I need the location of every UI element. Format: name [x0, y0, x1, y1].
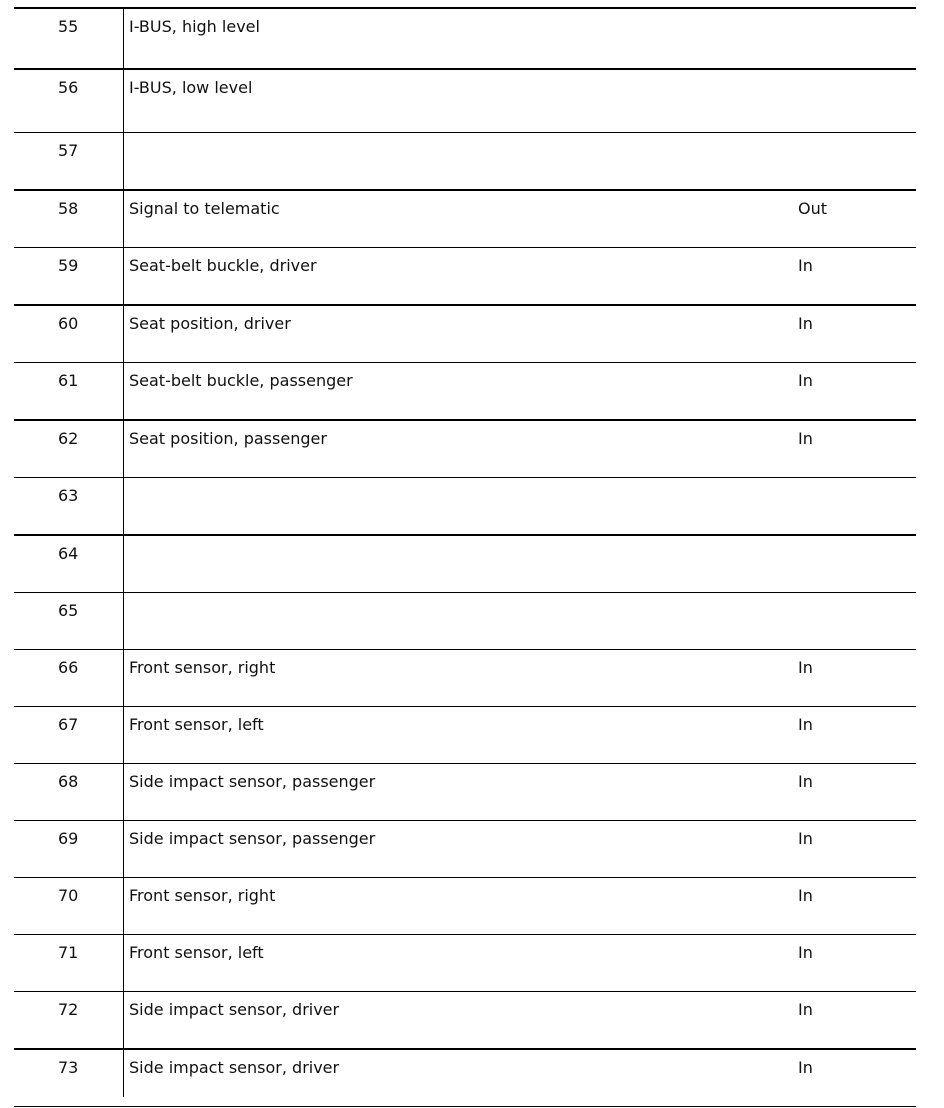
pin-direction: In	[798, 943, 813, 962]
pin-description: Seat position, passenger	[129, 429, 327, 448]
table-row	[14, 1048, 916, 1107]
pin-description: Side impact sensor, driver	[129, 1058, 340, 1077]
pin-number: 57	[58, 141, 79, 160]
pin-description: Signal to telematic	[129, 199, 280, 218]
pin-description: I-BUS, high level	[129, 17, 260, 36]
pin-number: 59	[58, 256, 79, 275]
pin-number: 71	[58, 943, 79, 962]
pin-direction: In	[798, 829, 813, 848]
table-row	[14, 68, 916, 132]
column-divider	[123, 7, 124, 1097]
table-row	[14, 304, 916, 362]
pin-number: 72	[58, 1000, 79, 1019]
pin-direction: In	[798, 715, 813, 734]
pin-direction: In	[798, 1000, 813, 1019]
pin-description: Front sensor, right	[129, 658, 276, 677]
pin-number: 73	[58, 1058, 79, 1077]
table-row	[14, 649, 916, 706]
pin-description: Side impact sensor, passenger	[129, 772, 376, 791]
pin-direction: In	[798, 256, 813, 275]
pin-number: 58	[58, 199, 79, 218]
pin-number: 66	[58, 658, 79, 677]
pin-number: 64	[58, 544, 79, 563]
pin-description: Seat position, driver	[129, 314, 291, 333]
pin-direction: In	[798, 886, 813, 905]
pin-number: 70	[58, 886, 79, 905]
pin-number: 55	[58, 17, 79, 36]
table-row	[14, 934, 916, 991]
pin-number: 65	[58, 601, 79, 620]
pin-direction: In	[798, 772, 813, 791]
pin-assignment-table	[14, 7, 916, 1107]
pin-direction: In	[798, 429, 813, 448]
pin-description: Side impact sensor, passenger	[129, 829, 376, 848]
pin-description: Front sensor, right	[129, 886, 276, 905]
table-row	[14, 877, 916, 934]
pin-direction: Out	[798, 199, 828, 218]
pin-description: Seat-belt buckle, passenger	[129, 371, 353, 390]
pin-direction: In	[798, 1058, 813, 1077]
table-row	[14, 534, 916, 592]
table-row	[14, 991, 916, 1048]
table-row	[14, 763, 916, 820]
table-row	[14, 189, 916, 247]
table-row	[14, 132, 916, 189]
pin-description: Seat-belt buckle, driver	[129, 256, 317, 275]
pin-number: 56	[58, 78, 79, 97]
pin-direction: In	[798, 658, 813, 677]
pin-direction: In	[798, 371, 813, 390]
table-row	[14, 820, 916, 877]
table-row	[14, 419, 916, 477]
table-row	[14, 592, 916, 649]
table-row	[14, 477, 916, 534]
pin-description: I-BUS, low level	[129, 78, 253, 97]
pin-description: Side impact sensor, driver	[129, 1000, 340, 1019]
table-row	[14, 247, 916, 304]
pin-number: 63	[58, 486, 79, 505]
pin-description: Front sensor, left	[129, 715, 264, 734]
pin-number: 61	[58, 371, 79, 390]
pin-description: Front sensor, left	[129, 943, 264, 962]
pin-number: 60	[58, 314, 79, 333]
pin-direction: In	[798, 314, 813, 333]
pin-number: 62	[58, 429, 79, 448]
table-row	[14, 362, 916, 419]
table-row	[14, 706, 916, 763]
pin-number: 67	[58, 715, 79, 734]
pin-number: 69	[58, 829, 79, 848]
table-row	[14, 7, 916, 68]
pin-number: 68	[58, 772, 79, 791]
